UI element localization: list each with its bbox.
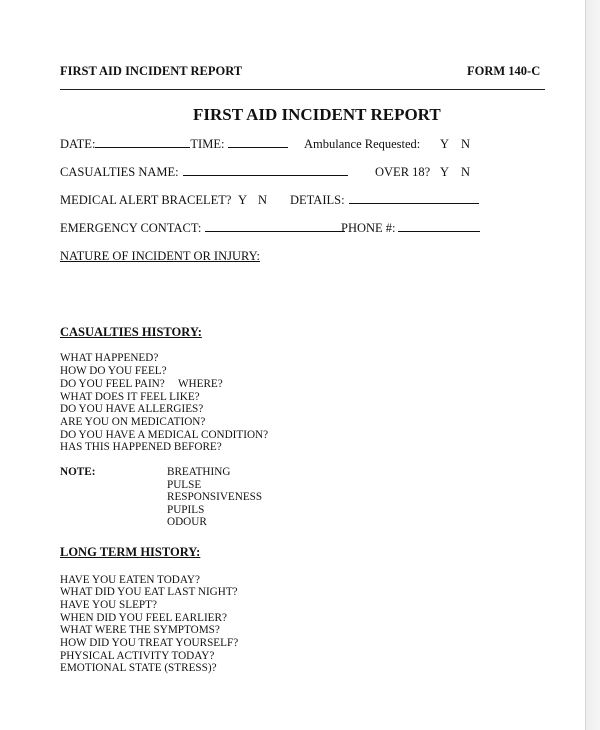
where-label: WHERE? [178, 378, 223, 390]
header-rule [60, 89, 545, 90]
history-question: DO YOU FEEL PAIN? [60, 378, 165, 390]
nature-heading: NATURE OF INCIDENT OR INJURY: [60, 249, 261, 263]
history-question: HOW DO YOU FEEL? [60, 365, 167, 377]
emergency-contact-field[interactable] [205, 221, 345, 232]
phone-label: PHONE #: [341, 221, 396, 235]
medical-alert-no[interactable]: N [258, 193, 268, 207]
phone-row [341, 221, 480, 236]
details-row [290, 193, 479, 208]
casualties-name-field[interactable] [183, 165, 348, 176]
note-item: ODOUR [167, 516, 207, 528]
emergency-contact-row [60, 221, 345, 236]
note-item: PULSE [167, 479, 202, 491]
note-label: NOTE: [60, 466, 96, 478]
over18-yes[interactable]: Y [440, 165, 450, 179]
time-field[interactable] [228, 137, 288, 148]
header-left: FIRST AID INCIDENT REPORT [60, 64, 243, 78]
history-question: DO YOU HAVE ALLERGIES? [60, 403, 204, 415]
date-label: DATE: [60, 137, 96, 151]
long-term-question: WHAT WERE THE SYMPTOMS? [60, 624, 220, 636]
history-question: WHAT HAPPENED? [60, 352, 159, 364]
phone-field[interactable] [398, 221, 480, 232]
medical-alert-label: MEDICAL ALERT BRACELET? [60, 193, 232, 207]
over18-no[interactable]: N [461, 165, 471, 179]
long-term-question: HOW DID YOU TREAT YOURSELF? [60, 637, 239, 649]
long-term-question: WHEN DID YOU FEEL EARLIER? [60, 612, 227, 624]
history-question: ARE YOU ON MEDICATION? [60, 416, 206, 428]
ambulance-yes[interactable]: Y [440, 137, 450, 151]
note-item: RESPONSIVENESS [167, 491, 263, 503]
casualties-name-label: CASUALTIES NAME: [60, 165, 179, 179]
note-item: PUPILS [167, 504, 205, 516]
page-title: FIRST AID INCIDENT REPORT [193, 105, 441, 124]
long-term-question: HAVE YOU EATEN TODAY? [60, 574, 200, 586]
long-term-question: HAVE YOU SLEPT? [60, 599, 157, 611]
long-term-history-heading: LONG TERM HISTORY: [60, 545, 201, 559]
history-question: WHAT DOES IT FEEL LIKE? [60, 391, 200, 403]
note-item: BREATHING [167, 466, 231, 478]
form-number: FORM 140-C [467, 64, 541, 78]
long-term-question: EMOTIONAL STATE (STRESS)? [60, 662, 217, 674]
long-term-question: WHAT DID YOU EAT LAST NIGHT? [60, 586, 238, 598]
long-term-question: PHYSICAL ACTIVITY TODAY? [60, 650, 215, 662]
history-question: DO YOU HAVE A MEDICAL CONDITION? [60, 429, 269, 441]
details-label: DETAILS: [290, 193, 345, 207]
casualties-name-row [60, 165, 348, 180]
emergency-contact-label: EMERGENCY CONTACT: [60, 221, 202, 235]
ambulance-no[interactable]: N [461, 137, 471, 151]
details-field[interactable] [349, 193, 479, 204]
page-shadow [586, 0, 600, 730]
casualties-history-heading: CASUALTIES HISTORY: [60, 325, 202, 339]
history-question: HAS THIS HAPPENED BEFORE? [60, 441, 222, 453]
date-field[interactable] [95, 137, 190, 148]
date-row [60, 137, 288, 152]
ambulance-label: Ambulance Requested: [304, 137, 421, 151]
time-label: TIME: [190, 137, 225, 151]
over18-label: OVER 18? [375, 165, 431, 179]
medical-alert-yes[interactable]: Y [238, 193, 248, 207]
